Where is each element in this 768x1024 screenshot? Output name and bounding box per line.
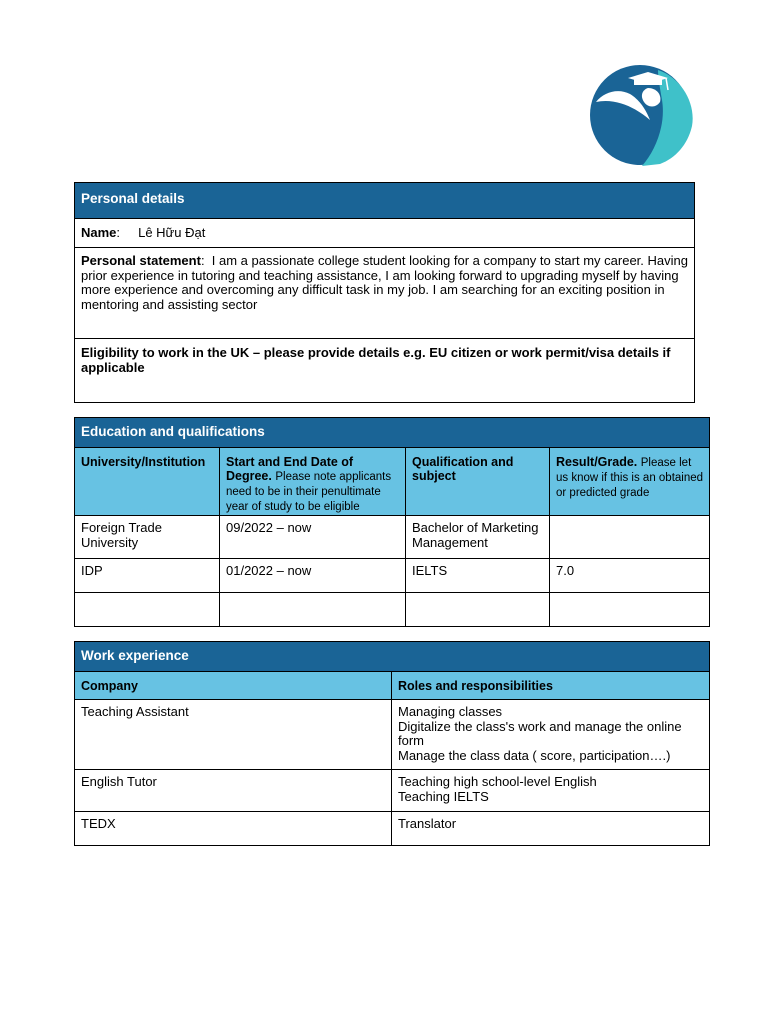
personal-statement-row: Personal statement: I am a passionate college student looking for a company to start my career. Having prior experience in tutoring and teaching assistance, I am looking forward to upgrading myself by having more experience and overcoming any difficult task in my job. I am searching for an exciting position in mentoring and assisting sector: [75, 248, 695, 339]
col-result-note: Please let us know if this is an obtained or predicted grade: [556, 457, 704, 499]
work-cell-company: English Tutor: [75, 770, 392, 812]
work-cell-company: Teaching Assistant: [75, 700, 392, 770]
work-cell-company: TEDX: [75, 812, 392, 846]
work-experience-header: Work experience: [75, 642, 710, 672]
col-university: University/Institution: [75, 448, 220, 516]
edu-cell-qualification: IELTS: [406, 559, 550, 593]
personal-details-header: Personal details: [75, 183, 695, 219]
col-roles: Roles and responsibilities: [392, 672, 710, 700]
role-line: Digitalize the class's work and manage the online form: [398, 718, 682, 748]
edu-cell-dates: [220, 593, 406, 627]
name-value: Lê Hữu Đạt: [138, 225, 206, 240]
edu-cell-university: IDP: [75, 559, 220, 593]
col-dates-title: Start and End Date of Degree.: [226, 455, 354, 483]
role-line: Managing classes: [398, 704, 503, 719]
role-line: Translator: [398, 816, 457, 831]
edu-cell-result: 7.0: [550, 559, 710, 593]
col-result-title: Result/Grade.: [556, 455, 638, 469]
name-row: Name: Lê Hữu Đạt: [75, 219, 695, 248]
edu-cell-university: [75, 593, 220, 627]
statement-text: I am a passionate college student looking for a company to start my career. Having prior experience in tutoring and teaching assistance, I am looking forward to upgrading myself by having more experience and overcoming any difficult task in my job. I am searching for an exciting position in mentoring and assisting sector: [81, 253, 688, 312]
education-header: Education and qualifications: [75, 418, 710, 448]
edu-cell-qualification: [406, 593, 550, 627]
col-qualification: Qualification and subject: [406, 448, 550, 516]
role-line: Teaching high school-level English: [398, 774, 597, 789]
edu-cell-dates: 09/2022 – now: [220, 516, 406, 559]
role-line: Teaching IELTS: [398, 788, 489, 804]
col-result: [550, 448, 710, 516]
role-line: Manage the class data ( score, participation….): [398, 747, 671, 763]
eligibility-text: Eligibility to work in the UK – please provide details e.g. EU citizen or work permit/visa details if applicable: [75, 339, 695, 403]
edu-cell-qualification: Bachelor of Marketing Management: [406, 516, 550, 559]
education-table: [74, 417, 710, 627]
work-cell-roles: [392, 700, 710, 770]
statement-label: Personal statement: [81, 253, 201, 268]
edu-cell-result: [550, 516, 710, 559]
edu-cell-university: Foreign Trade University: [75, 516, 220, 559]
edu-cell-dates: 01/2022 – now: [220, 559, 406, 593]
company-logo-icon: [590, 64, 696, 166]
col-dates-note: Please note applicants need to be in their penultimate year of study to be eligible: [226, 471, 392, 513]
col-dates: [220, 448, 406, 516]
personal-details-table: [74, 182, 695, 403]
work-experience-table: [74, 641, 710, 846]
col-company: Company: [75, 672, 392, 700]
work-cell-roles: [392, 812, 710, 846]
work-cell-roles: [392, 770, 710, 812]
name-label: Name: [81, 225, 117, 240]
edu-cell-result: [550, 593, 710, 627]
